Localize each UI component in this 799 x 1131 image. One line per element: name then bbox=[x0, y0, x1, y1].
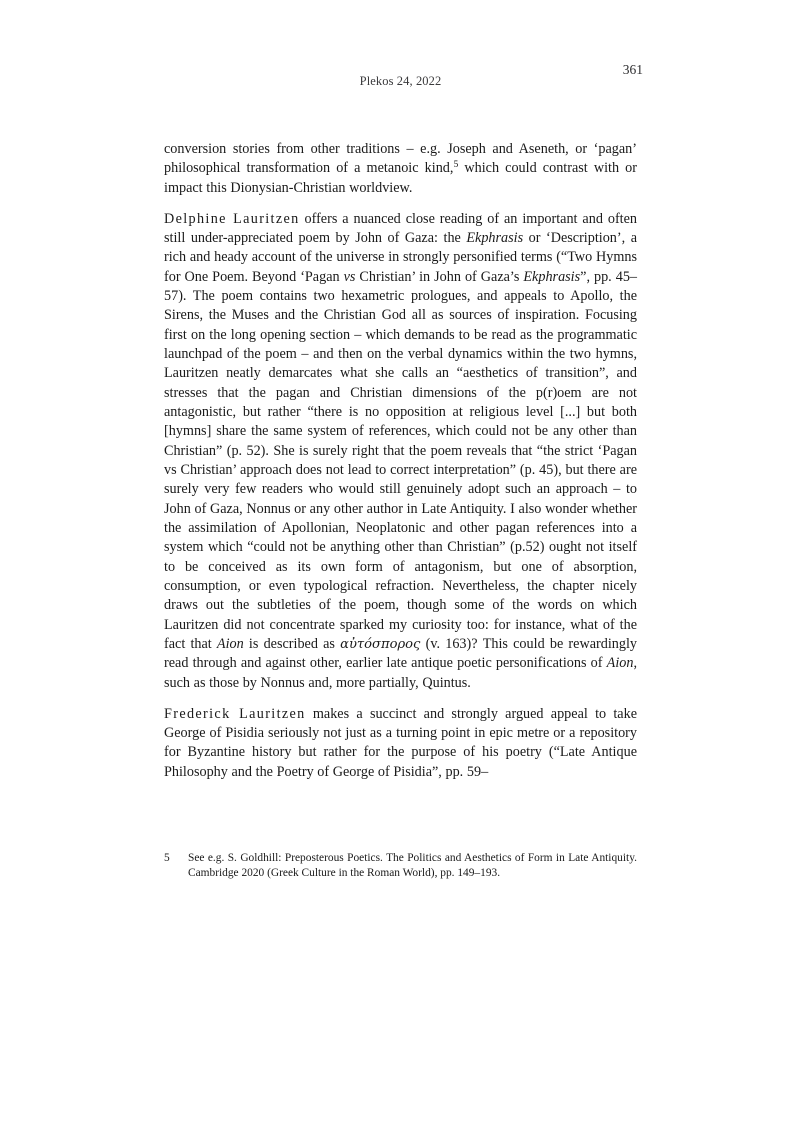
paragraph-1-text-after-note: which could contrast with or impact this Dionysian-Christian worldview. bbox=[164, 160, 637, 196]
paragraph-2-segment-6: (v. 163)? This could be rewardingly read through and against other, earlier late antique poetic personifications of bbox=[164, 636, 637, 672]
paragraph-2-segment-3: Christian’ in John of Gaza’s bbox=[355, 268, 524, 285]
term-aion-2: Aion bbox=[606, 655, 634, 672]
paragraph-2-segment-7: , such as those by Nonnus and, more partially, Quintus. bbox=[164, 655, 637, 691]
author-name-delphine-lauritzen: Delphine Lauritzen bbox=[164, 210, 300, 227]
paragraph-1-text-before-note: conversion stories from other traditions – e.g. Joseph and Aseneth, or ‘pagan’ philosophical transformation of a metanoic kind, bbox=[164, 141, 637, 177]
term-aion-1: Aion bbox=[216, 636, 244, 653]
title-ekphrasis-2: Ekphrasis bbox=[523, 268, 581, 285]
paragraph-2-segment-1: offers a nuanced close reading of an important and often still under-appreciated poem by John of Gaza: the bbox=[164, 210, 637, 246]
paragraph-2 bbox=[164, 210, 637, 694]
footnote-number: 5 bbox=[164, 852, 170, 864]
running-head-title: Plekos 24, 2022 bbox=[359, 74, 442, 88]
main-text-block bbox=[164, 140, 637, 782]
greek-term-autosporos: αὐτόσπορος bbox=[340, 637, 421, 653]
paragraph-2-segment-2: or ‘Description’, a rich and heady account of the universe in strongly personified terms (“Two Hymns for One Poem. Beyond ‘Pagan bbox=[164, 229, 637, 285]
running-head bbox=[164, 62, 643, 90]
emphasis-vs: vs bbox=[343, 268, 356, 285]
footnote-reference-5[interactable]: 5 bbox=[453, 159, 459, 171]
paragraph-2-segment-4: ”, pp. 45–57). The poem contains two hexametric prologues, and appeals to Apollo, the Sirens, the Muses and the Christian God all as sources of inspiration. Focusing first on the long opening section – which demands to be read as the programmatic launchpad of the poem – and then on the verbal dynamics within the two hymns, Lauritzen neatly demarcates what she calls an “aesthetics of transition”, and stresses that the pagan and Christian dimensions of the p(r)oem are not antagonistic, but rather “there is no opposition at religious level [...] but both [hymns] share the same system of references, which could not be any other than Christian” (p. 52). She is surely right that the poem reveals that “the strict ‘Pagan vs Christian’ approach does not lead to correct interpretation” (p. 45), but there are surely very few readers who would still genuinely adopt such an approach – to John of Gaza, Nonnus or any other author in Late Antiquity. I also wonder whether the assimilation of Apollonian, Neoplatonic and other pagan references into a system which “could not be anything other than Christian” (p.52) ought not itself to be conceived as its own form of antagonism, but one of absorption, consumption, or even typological refraction. Nevertheless, the chapter nicely draws out the subtleties of the poem, though some of the words on which Lauritzen did not concentrate sparked my curiosity too: for instance, what of the fact that bbox=[164, 268, 638, 653]
page-number: 361 bbox=[622, 62, 643, 77]
paragraph-1 bbox=[164, 140, 637, 198]
paragraph-2-segment-5: is described as bbox=[243, 636, 341, 653]
footnote-text: See e.g. S. Goldhill: Preposterous Poetics. The Politics and Aesthetics of Form in Late Antiquity. Cambridge 2020 (Greek Culture in the Roman World), pp. 149–193. bbox=[188, 852, 637, 880]
footnote-area bbox=[164, 851, 637, 881]
paragraph-3-text: makes a succinct and strongly argued appeal to take George of Pisidia seriously not just as a turning point in epic metre or a repository for Byzantine history but rather for the purpose of his poetry (“Late Antique Philosophy and the Poetry of George of Pisidia”, pp. 59– bbox=[164, 705, 637, 780]
title-ekphrasis-1: Ekphrasis bbox=[466, 229, 524, 246]
footnote-item bbox=[164, 851, 637, 881]
paragraph-3 bbox=[164, 705, 637, 782]
author-name-frederick-lauritzen: Frederick Lauritzen bbox=[164, 705, 306, 722]
